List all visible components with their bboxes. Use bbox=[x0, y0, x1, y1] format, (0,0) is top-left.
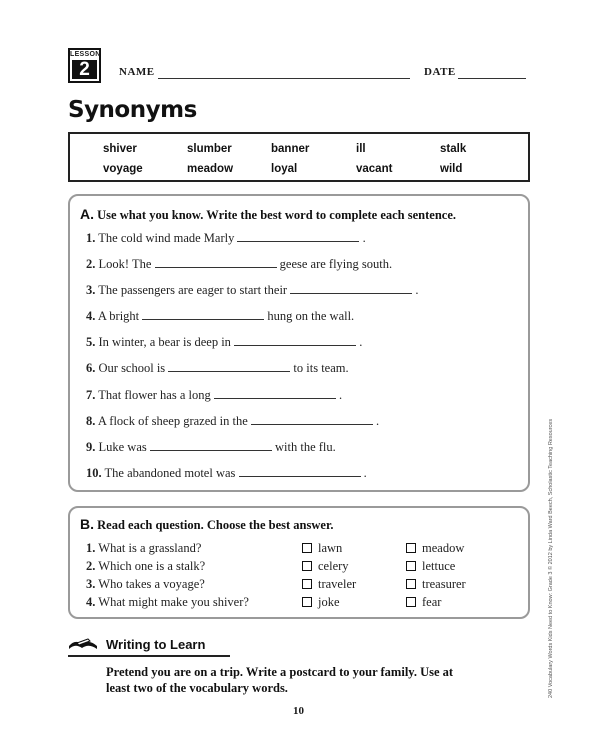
question-text: What might make you shiver? bbox=[98, 595, 249, 609]
answer-option[interactable] bbox=[302, 559, 349, 574]
item-number: 9. bbox=[86, 440, 96, 454]
checkbox-icon[interactable] bbox=[406, 597, 416, 607]
word-bank-word: slumber bbox=[187, 143, 232, 155]
sentence-before: Luke was bbox=[98, 440, 147, 454]
option-label: lawn bbox=[318, 541, 343, 555]
sentence-after: hung on the wall. bbox=[267, 309, 355, 323]
item-number: 3. bbox=[86, 283, 96, 297]
lesson-badge bbox=[68, 48, 101, 83]
answer-option[interactable] bbox=[406, 595, 441, 610]
item-number: 6. bbox=[86, 361, 96, 375]
sentence-after: geese are flying south. bbox=[279, 257, 393, 271]
sentence-after: to its team. bbox=[293, 361, 349, 375]
answer-blank[interactable] bbox=[214, 388, 336, 399]
item-number: 7. bbox=[86, 388, 96, 402]
item-number: 1. bbox=[86, 541, 96, 555]
sentence-before: Our school is bbox=[98, 361, 166, 375]
word-bank-word: loyal bbox=[271, 163, 298, 175]
sentence-before: A flock of sheep grazed in the bbox=[97, 414, 248, 428]
lesson-number: 2 bbox=[72, 60, 97, 79]
answer-option[interactable] bbox=[406, 577, 466, 592]
word-bank-word: ill bbox=[356, 143, 366, 155]
sentence-after: . bbox=[376, 414, 380, 428]
date-field[interactable] bbox=[458, 78, 526, 79]
answer-option[interactable] bbox=[302, 577, 356, 592]
option-label: joke bbox=[318, 595, 340, 609]
checkbox-icon[interactable] bbox=[406, 561, 416, 571]
question-item bbox=[86, 595, 249, 610]
word-bank-word: meadow bbox=[187, 163, 234, 175]
lesson-label: LESSON bbox=[70, 51, 101, 58]
sentence-after: . bbox=[339, 388, 343, 402]
checkbox-icon[interactable] bbox=[302, 561, 312, 571]
sentence-after: . bbox=[362, 231, 366, 245]
option-label: fear bbox=[422, 595, 442, 609]
sentence-item bbox=[86, 309, 354, 324]
word-bank bbox=[68, 132, 530, 182]
section-b-title bbox=[80, 516, 333, 533]
sentence-item bbox=[86, 335, 362, 350]
item-number: 8. bbox=[86, 414, 96, 428]
page-number: 10 bbox=[293, 705, 304, 717]
section-a-title bbox=[80, 206, 456, 223]
sentence-after: . bbox=[359, 335, 363, 349]
sentence-item bbox=[86, 361, 349, 376]
item-number: 4. bbox=[86, 595, 96, 609]
sentence-before: Look! The bbox=[98, 257, 152, 271]
sentence-before: The passengers are eager to start their bbox=[98, 283, 288, 297]
answer-blank[interactable] bbox=[234, 335, 356, 346]
option-label: celery bbox=[318, 559, 349, 573]
answer-blank[interactable] bbox=[142, 309, 264, 320]
answer-option[interactable] bbox=[302, 541, 342, 556]
answer-blank[interactable] bbox=[237, 231, 359, 242]
question-item bbox=[86, 541, 201, 556]
answer-blank[interactable] bbox=[290, 283, 412, 294]
option-label: meadow bbox=[422, 541, 465, 555]
item-number: 4. bbox=[86, 309, 96, 323]
item-number: 2. bbox=[86, 559, 96, 573]
section-instruction: Use what you know. Write the best word to complete each sentence. bbox=[97, 208, 456, 222]
name-label: NAME bbox=[119, 66, 155, 78]
answer-option[interactable] bbox=[406, 559, 455, 574]
item-number: 2. bbox=[86, 257, 96, 271]
item-number: 3. bbox=[86, 577, 96, 591]
copyright-credit: 240 Vocabulary Words Kids Need to Know: Grade 3 © 2012 by Linda Ward Beech, Scholastic Teaching Resources bbox=[548, 418, 554, 698]
option-label: traveler bbox=[318, 577, 357, 591]
sentence-before: In winter, a bear is deep in bbox=[98, 335, 231, 349]
section-letter: A. bbox=[80, 206, 94, 222]
checkbox-icon[interactable] bbox=[302, 579, 312, 589]
answer-blank[interactable] bbox=[239, 466, 361, 477]
question-text: Who takes a voyage? bbox=[98, 577, 205, 591]
sentence-item bbox=[86, 231, 366, 246]
sentence-before: A bright bbox=[97, 309, 140, 323]
question-text: What is a grassland? bbox=[98, 541, 202, 555]
word-bank-word: stalk bbox=[440, 143, 467, 155]
answer-blank[interactable] bbox=[150, 440, 272, 451]
option-label: lettuce bbox=[422, 559, 456, 573]
word-bank-word: vacant bbox=[356, 163, 393, 175]
sentence-item bbox=[86, 466, 367, 481]
pencil-paper-icon bbox=[68, 637, 98, 651]
item-number: 5. bbox=[86, 335, 96, 349]
sentence-before: The cold wind made Marly bbox=[98, 231, 235, 245]
word-bank-word: wild bbox=[440, 163, 463, 175]
date-label: DATE bbox=[424, 66, 456, 78]
sentence-before: The abandoned motel was bbox=[104, 466, 236, 480]
answer-option[interactable] bbox=[302, 595, 340, 610]
checkbox-icon[interactable] bbox=[406, 543, 416, 553]
name-field[interactable] bbox=[158, 78, 410, 79]
answer-option[interactable] bbox=[406, 541, 464, 556]
checkbox-icon[interactable] bbox=[406, 579, 416, 589]
writing-title: Writing to Learn bbox=[106, 637, 206, 652]
section-instruction: Read each question. Choose the best answer. bbox=[97, 518, 334, 532]
word-bank-word: banner bbox=[271, 143, 310, 155]
question-item bbox=[86, 577, 205, 592]
question-item bbox=[86, 559, 205, 574]
question-text: Which one is a stalk? bbox=[98, 559, 206, 573]
sentence-item bbox=[86, 440, 336, 455]
checkbox-icon[interactable] bbox=[302, 543, 312, 553]
sentence-item bbox=[86, 388, 342, 403]
answer-blank[interactable] bbox=[251, 414, 373, 425]
sentence-after: with the flu. bbox=[275, 440, 336, 454]
sentence-after: . bbox=[363, 466, 367, 480]
sentence-after: . bbox=[415, 283, 419, 297]
sentence-item bbox=[86, 257, 392, 272]
sentence-item bbox=[86, 283, 418, 298]
word-bank-word: shiver bbox=[103, 143, 137, 155]
answer-blank[interactable] bbox=[168, 361, 290, 372]
answer-blank[interactable] bbox=[155, 257, 277, 268]
option-label: treasurer bbox=[422, 577, 466, 591]
word-bank-word: voyage bbox=[103, 163, 143, 175]
section-divider bbox=[68, 655, 230, 657]
sentence-item bbox=[86, 414, 379, 429]
page-title: Synonyms bbox=[68, 97, 197, 123]
prompt-line: least two of the vocabulary words. bbox=[106, 681, 288, 695]
writing-prompt bbox=[106, 664, 453, 696]
section-letter: B. bbox=[80, 516, 94, 532]
sentence-before: That flower has a long bbox=[98, 388, 211, 402]
item-number: 1. bbox=[86, 231, 96, 245]
prompt-line: Pretend you are on a trip. Write a postcard to your family. Use at bbox=[106, 665, 454, 679]
item-number: 10. bbox=[86, 466, 102, 480]
checkbox-icon[interactable] bbox=[302, 597, 312, 607]
